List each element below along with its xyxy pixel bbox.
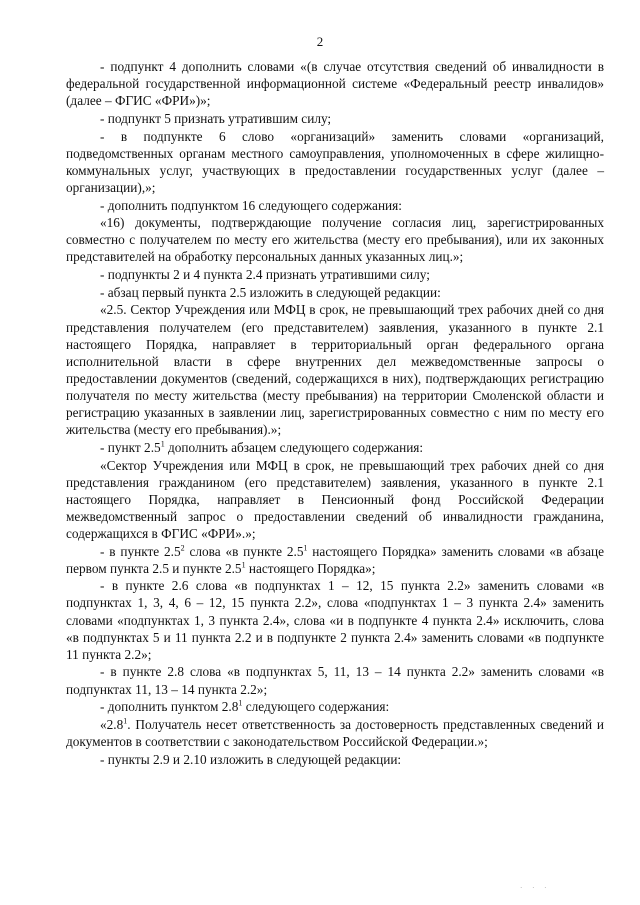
superscript: 1 — [241, 560, 246, 570]
paragraph: - подпункт 5 признать утратившим силу; — [100, 110, 332, 126]
paragraph — [66, 698, 604, 715]
paragraph-text: - в пункте 2.5 — [100, 543, 181, 559]
page-number: 2 — [316, 34, 324, 49]
paragraph: - пункты 2.9 и 2.10 изложить в следующей редакции: — [100, 751, 402, 767]
paragraph-text: «2.8 — [100, 716, 124, 732]
superscript: 1 — [238, 698, 243, 708]
paragraph: - в подпункте 6 слово «организаций» заменить словами «организаций, подведомственных органам местного самоуправления, уполномоченных в сфере жилищно-коммунальных услуг, участвующих в предоставлении государственных услуг (далее – организации),»; — [66, 128, 604, 195]
paragraph-text: настоящего Порядка»; — [245, 560, 376, 576]
superscript: 1 — [160, 439, 165, 449]
paragraph-text: слова «в пункте 2.5 — [184, 543, 304, 559]
paragraph: - дополнить подпунктом 16 следующего содержания: — [100, 197, 402, 213]
paragraph: - подпункт 4 дополнить словами «(в случае отсутствия сведений об инвалидности в федеральной государственной информационной системе «Федеральный реестр инвалидов» (далее – ФГИС «ФРИ»)»; — [66, 59, 604, 109]
scan-artifact: · · · — [520, 884, 551, 892]
paragraph-text: - пункт 2.5 — [100, 439, 161, 455]
paragraph-text: следующего содержания: — [242, 699, 390, 715]
paragraph: - подпункты 2 и 4 пункта 2.4 признать утратившими силу; — [100, 267, 430, 283]
paragraph: - абзац первый пункта 2.5 изложить в следующей редакции: — [100, 284, 441, 300]
paragraph: «16) документы, подтверждающие получение согласия лиц, зарегистрированных совместно с получателем по месту его жительства (месту его пребывания), или их законных представителей на обработку персональных данных указанных лиц.»; — [66, 215, 604, 265]
paragraph-text: дополнить абзацем следующего содержания: — [164, 439, 424, 455]
document-body — [66, 58, 604, 768]
paragraph: - в пункте 2.8 слова «в подпунктах 5, 11, 13 – 14 пункта 2.2» заменить словами «в подпунктах 11, 13 – 14 пункта 2.2»; — [66, 664, 604, 697]
paragraph: «2.5. Сектор Учреждения или МФЦ в срок, не превышающий трех рабочих дней со дня представления получателем (его представителем) заявления, указанного в пункте 2.1 настоящего Порядка, направляет в территориальный орган федерального органа исполнительной власти в сфере внутренних дел межведомственные запросы о предоставлении документов (сведений, содержащихся в них), подтверждающих регистрацию получателя по месту жительства (месту пребывания) на территории Смоленской области и регистрацию указанных в заявлении лиц, зарегистрированных совместно с ним по месту его жительства (месту его пребывания).»; — [66, 302, 604, 438]
paragraph: «Сектор Учреждения или МФЦ в срок, не превышающий трех рабочих дней со дня представления гражданином (его представителем) заявления, указанного в пункте 2.1 настоящего Порядка, направляет в Пенсионный фонд Российской Федерации межведомственный запрос о предоставлении сведений об инвалидности гражданина, содержащихся в ФГИС «ФРИ».»; — [66, 457, 604, 541]
superscript: 1 — [303, 543, 308, 553]
paragraph-text: настоящего Порядка» заменить словами «в абзаце первом пункта 2.5 и пункте 2.5 — [66, 543, 604, 576]
superscript: 1 — [123, 716, 128, 726]
paragraph — [66, 716, 604, 750]
paragraph-text: . Получатель несет ответственность за достоверность представленных сведений и документов в соответствии с законодательством Российской Федерации.»; — [66, 716, 604, 749]
paragraph: - в пункте 2.6 слова «в подпунктах 1 – 12, 15 пункта 2.2» заменить словами «в подпунктах 1, 3, 4, 6 – 12, 15 пункта 2.2», слова «подпунктах 1 – 3 пункта 2.4» заменить словами «подпунктах 1, 3 пункта 2.4», слова «и в подпункте 4 пункта 2.4» исключить, слова «в подпунктах 5 и 11 пункта 2.2 и в подпункте 2 пункта 2.4» заменить словами «в подпункте 11 пункта 2.2»; — [66, 578, 604, 662]
paragraph — [66, 543, 604, 577]
superscript: 2 — [180, 543, 185, 553]
paragraph — [66, 439, 604, 456]
paragraph-text: - дополнить пунктом 2.8 — [100, 699, 239, 715]
